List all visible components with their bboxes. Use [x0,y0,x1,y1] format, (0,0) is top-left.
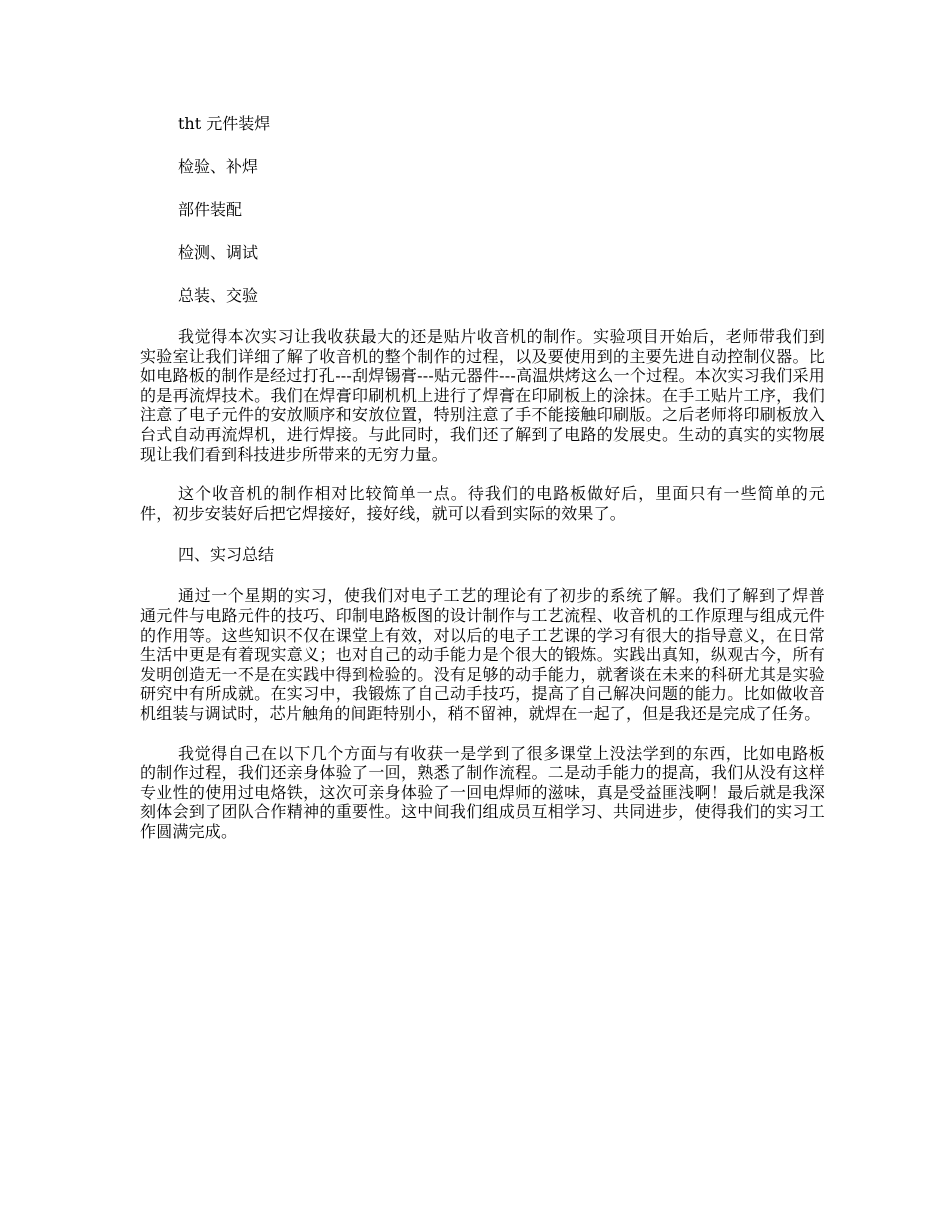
step-line-2: 检验、补焊 [178,157,259,176]
paragraph-gains: 我觉得自己在以下几个方面与有收获一是学到了很多课堂上没法学到的东西，比如电路板的制作过程，我们还亲身体验了一回，熟悉了制作流程。二是动手能力的提高，我们从没有这样专业性的使用过电烙铁，这次可亲身体验了一回电焊师的滋味，真是受益匪浅啊！最后就是我深刻体会到了团队合作精神的重要性。这中间我们组成员互相学习、共同进步，使得我们的实习工作圆满完成。 [140,743,825,841]
step-line-3: 部件装配 [178,200,243,219]
paragraph-smt-radio: 我觉得本次实习让我收获最大的还是贴片收音机的制作。实验项目开始后，老师带我们到实验室让我们详细了解了收音机的整个制作的过程，以及要使用到的主要先进自动控制仪器。比如电路板的制作是经过打孔---刮焊锡膏---贴元器件---高温烘烤这么一个过程。本次实习我们采用的是再流焊技术。我们在焊膏印刷机机上进行了焊膏在印刷板上的涂抹。在手工贴片工序，我们注意了电子元件的安放顺序和安放位置，特别注意了手不能接触印刷版。之后老师将印刷板放入台式自动再流焊机，进行焊接。与此同时，我们还了解到了电路的发展史。生动的真实的实物展现让我们看到科技进步所带来的无穷力量。 [140,327,825,464]
step-line-5: 总装、交验 [178,286,259,305]
step-line-1: tht 元件装焊 [178,114,271,133]
step-line-4: 检测、调试 [178,243,259,262]
section-heading-summary: 四、实习总结 [178,545,275,565]
document-page [140,112,825,861]
paragraph-radio-simple: 这个收音机的制作相对比较简单一点。待我们的电路板做好后，里面只有一些简单的元件，初步安装好后把它焊接好，接好线，就可以看到实际的效果了。 [140,484,825,523]
paragraph-summary: 通过一个星期的实习，使我们对电子工艺的理论有了初步的系统了解。我们了解到了焊普通元件与电路元件的技巧、印制电路板图的设计制作与工艺流程、收音机的工作原理与组成元件的作用等。这些知识不仅在课堂上有效，对以后的电子工艺课的学习有很大的指导意义，在日常生活中更是有着现实意义；也对自己的动手能力是个很大的锻炼。实践出真知，纵观古今，所有发明创造无一不是在实践中得到检验的。没有足够的动手能力，就奢谈在未来的科研尤其是实验研究中有所成就。在实习中，我锻炼了自己动手技巧，提高了自己解决问题的能力。比如做收音机组装与调试时，芯片触角的间距特别小，稍不留神，就焊在一起了，但是我还是完成了任务。 [140,586,825,723]
